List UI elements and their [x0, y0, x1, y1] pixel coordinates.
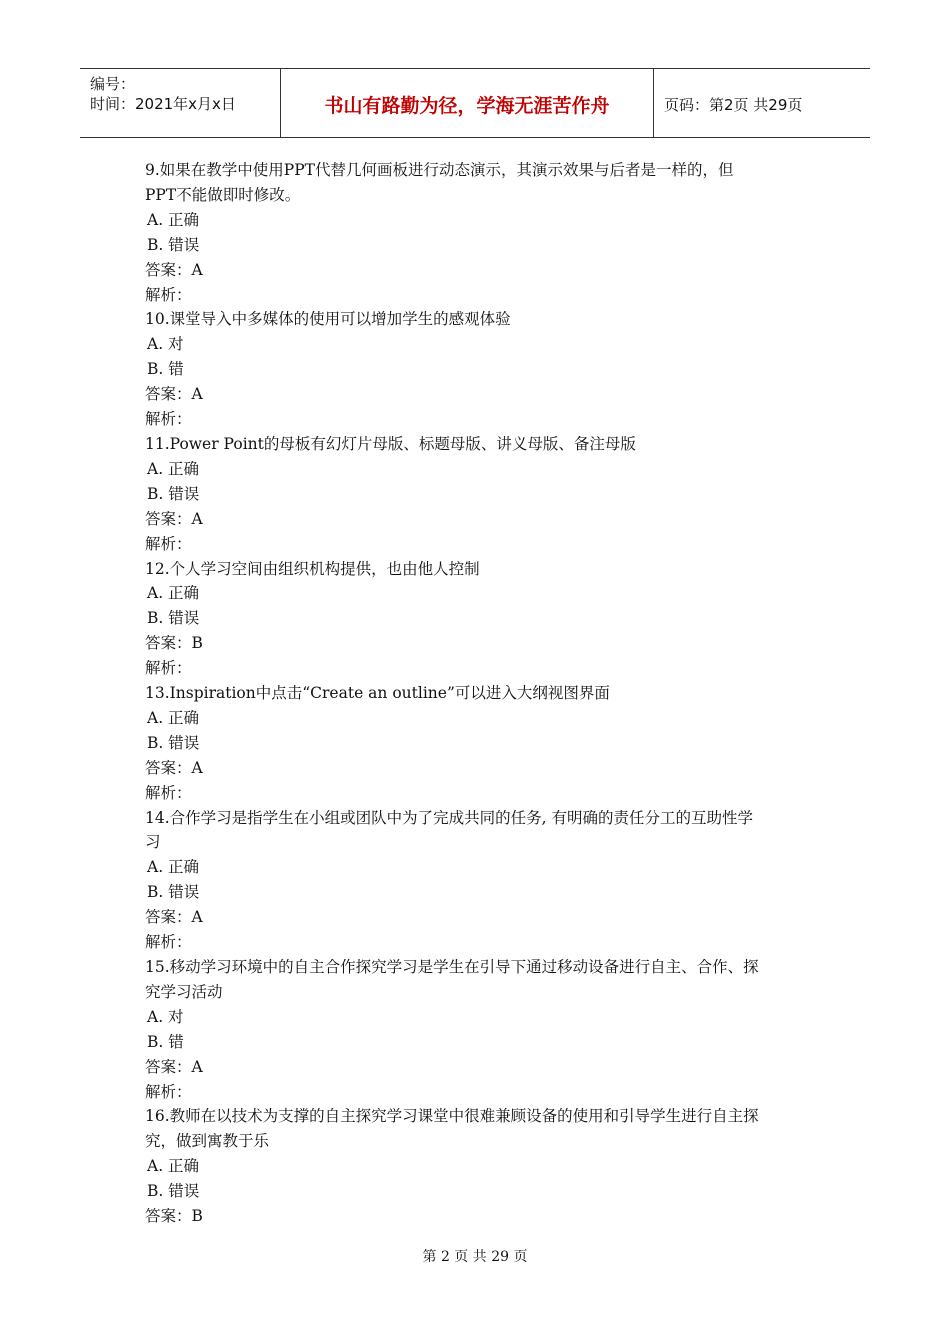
question-option: A. 正确	[147, 459, 200, 478]
question-list	[145, 158, 810, 1229]
question-stem-continued: 究，做到寓教于乐	[145, 1132, 270, 1151]
question-analysis: 解析：	[145, 410, 192, 429]
question-analysis: 解析：	[145, 1082, 192, 1101]
header-motto-cell	[281, 69, 654, 137]
question-stem: 15.移动学习环境中的自主合作探究学习是学生在引导下通过移动设备进行自主、合作、探	[145, 958, 759, 976]
question-stem: 11.Power Point的母板有幻灯片母版、标题母版、讲义母版、备注母版	[145, 434, 636, 453]
question-item	[145, 307, 810, 432]
question-analysis: 解析：	[145, 783, 192, 802]
question-answer: 答案：B	[145, 634, 203, 653]
question-option: B. 错误	[147, 609, 200, 628]
question-option: A. 正确	[147, 858, 200, 877]
question-item	[145, 557, 810, 682]
page-footer: 第 2 页 共 29 页	[422, 1249, 528, 1265]
question-stem: 16.教师在以技术为支撑的自主探究学习课堂中很难兼顾设备的使用和引导学生进行自主探	[145, 1107, 759, 1126]
question-stem: 10.课堂导入中多媒体的使用可以增加学生的感观体验	[145, 310, 511, 329]
question-stem: 9.如果在教学中使用PPT代替几何画板进行动态演示，其演示效果与后者是一样的，但	[145, 161, 734, 179]
document-number-label: 编号：	[90, 75, 136, 93]
question-option: B. 错误	[147, 883, 200, 902]
question-option: A. 正确	[147, 210, 200, 229]
question-option: B. 错误	[147, 235, 200, 254]
question-option: A. 正确	[147, 708, 200, 727]
question-item	[145, 1104, 810, 1229]
question-option: B. 错误	[147, 733, 200, 752]
question-analysis: 解析：	[145, 534, 192, 553]
question-item	[145, 432, 810, 557]
page-header	[80, 68, 870, 138]
question-option: A. 对	[147, 1007, 184, 1026]
question-stem-continued: 习	[145, 833, 161, 852]
question-option: B. 错误	[147, 1182, 200, 1201]
question-option: B. 错	[147, 1032, 184, 1051]
header-meta-cell	[80, 69, 281, 137]
question-answer: 答案：A	[145, 385, 203, 404]
document-date: 时间：2021年x月x日	[90, 95, 236, 113]
header-page-info: 页码：第2页 共29页	[664, 96, 803, 114]
question-stem: 14.合作学习是指学生在小组或团队中为了完成共同的任务, 有明确的责任分工的互助性学	[145, 808, 754, 827]
question-item	[145, 681, 810, 806]
question-answer: 答案：B	[145, 1207, 203, 1226]
question-option: B. 错误	[147, 484, 200, 503]
question-answer: 答案：A	[145, 260, 203, 279]
question-option: B. 错	[147, 360, 184, 379]
question-answer: 答案：A	[145, 758, 203, 777]
question-stem: 12.个人学习空间由组织机构提供，也由他人控制	[145, 559, 480, 578]
question-option: A. 正确	[147, 1157, 200, 1176]
question-answer: 答案：A	[145, 1057, 203, 1076]
question-item	[145, 806, 810, 955]
question-option: A. 对	[147, 335, 184, 354]
question-answer: 答案：A	[145, 908, 203, 927]
header-motto: 书山有路勤为径，学海无涯苦作舟	[324, 95, 610, 117]
question-analysis: 解析：	[145, 659, 192, 678]
question-item	[145, 955, 810, 1104]
question-stem-continued: PPT不能做即时修改。	[145, 185, 301, 204]
question-item	[145, 158, 810, 307]
question-stem: 13.Inspiration中点击“Create an outline”可以进入大纲视图界面	[145, 684, 610, 703]
question-option: A. 正确	[147, 584, 200, 603]
question-answer: 答案：A	[145, 509, 203, 528]
question-analysis: 解析：	[145, 933, 192, 952]
question-analysis: 解析：	[145, 285, 192, 304]
header-page-cell	[654, 69, 870, 137]
question-stem-continued: 究学习活动	[145, 982, 223, 1001]
